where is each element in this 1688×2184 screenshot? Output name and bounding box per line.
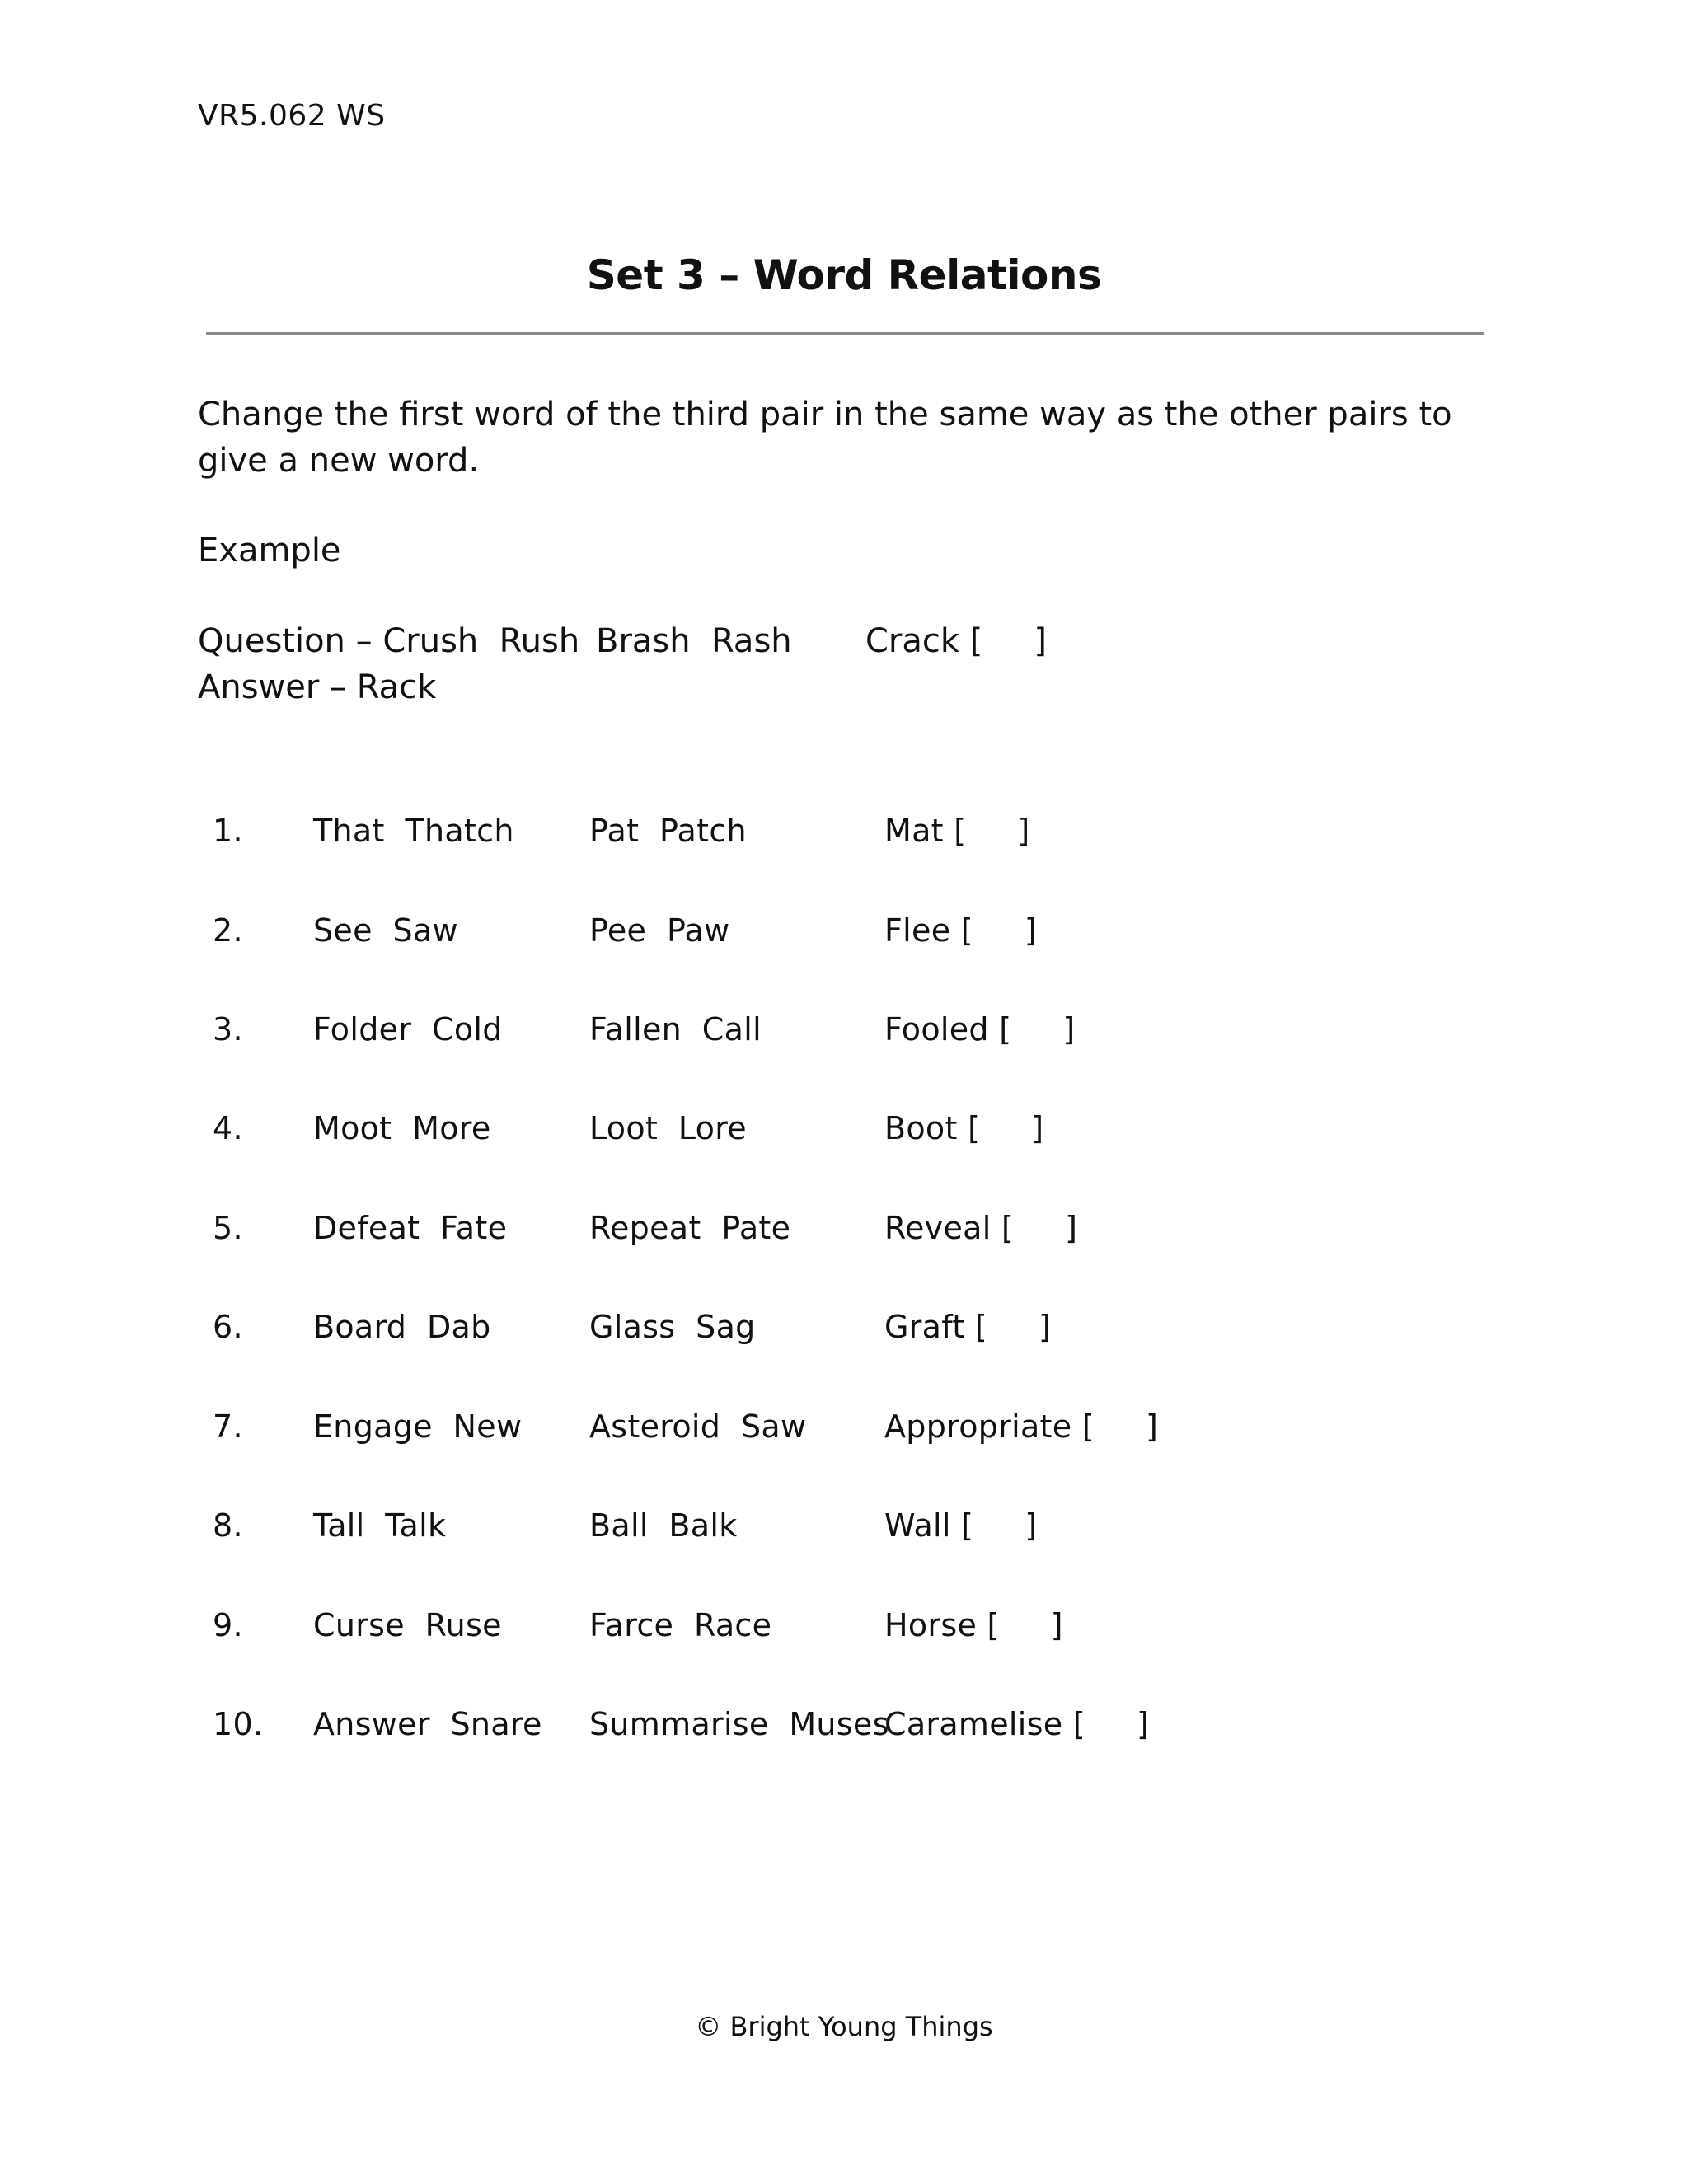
bracket-close: ] (1039, 1309, 1052, 1345)
question-pair-2: Pat Patch (589, 813, 747, 849)
question-pair-2: Farce Race (589, 1607, 772, 1643)
bracket-open: [ (968, 1110, 981, 1146)
instructions-text: Change the first word of the third pair in the same way as the other pairs to give a new word. (198, 396, 1452, 480)
question-word: Flee (884, 912, 951, 949)
question-row (0, 1104, 1688, 1153)
question-row (0, 1203, 1688, 1253)
question-pair-2: Ball Balk (589, 1507, 738, 1544)
question-answer-cell (884, 906, 1037, 955)
bracket-close: ] (1062, 1011, 1076, 1047)
bracket-close: ] (1145, 1408, 1159, 1445)
question-word: Boot (884, 1110, 958, 1146)
question-answer-cell (884, 1601, 1063, 1650)
question-number: 1. (213, 813, 243, 849)
bracket-close: ] (1017, 813, 1030, 849)
question-pair-1: Answer Snare (313, 1706, 542, 1742)
question-pair-2: Asteroid Saw (589, 1408, 807, 1445)
question-pair-2: Loot Lore (589, 1110, 747, 1146)
question-pair-1: See Saw (313, 912, 458, 949)
question-word: Graft (884, 1309, 965, 1345)
bracket-close: ] (1136, 1706, 1150, 1742)
question-row (0, 1005, 1688, 1054)
question-answer-cell (884, 1699, 1149, 1749)
example-bracket-open: [ (969, 622, 983, 660)
question-pair-2: Summarise Muses (589, 1706, 889, 1742)
bracket-open: [ (1081, 1408, 1095, 1445)
example-label: Example (198, 532, 341, 569)
question-word: Horse (884, 1607, 978, 1643)
question-word: Reveal (884, 1210, 992, 1246)
example-answer: Answer – Rack (198, 668, 437, 706)
question-row (0, 1699, 1688, 1749)
question-number: 6. (213, 1309, 243, 1345)
question-pair-1: That Thatch (313, 813, 514, 849)
question-answer-cell (884, 1104, 1043, 1153)
question-row (0, 1402, 1688, 1451)
question-number: 7. (213, 1408, 243, 1445)
question-pair-1: Defeat Fate (313, 1210, 508, 1246)
question-word: Caramelise (884, 1706, 1063, 1742)
bracket-open: [ (987, 1607, 1000, 1643)
bracket-close: ] (1025, 1507, 1038, 1544)
question-pair-2: Pee Paw (589, 912, 730, 949)
question-number: 3. (213, 1011, 243, 1047)
question-pair-1: Tall Talk (313, 1507, 447, 1544)
example-bracket-close: ] (1034, 622, 1047, 660)
question-answer-cell (884, 1203, 1077, 1253)
question-pair-1: Folder Cold (313, 1011, 503, 1047)
question-pair-1: Board Dab (313, 1309, 491, 1345)
bracket-open: [ (1072, 1706, 1085, 1742)
bracket-close: ] (1024, 912, 1038, 949)
question-number: 9. (213, 1607, 243, 1643)
example-pair-3 (865, 618, 1047, 664)
copyright-footer: © Bright Young Things (695, 2011, 993, 2042)
question-pair-2: Fallen Call (589, 1011, 762, 1047)
bracket-close: ] (1050, 1607, 1063, 1643)
question-row (0, 1302, 1688, 1352)
bracket-close: ] (1031, 1110, 1044, 1146)
question-answer-cell (884, 806, 1030, 855)
question-pair-2: Glass Sag (589, 1309, 756, 1345)
question-number: 2. (213, 912, 243, 949)
example-pair-2: Brash Rash (596, 622, 792, 660)
question-row (0, 906, 1688, 955)
question-answer-cell (884, 1402, 1158, 1451)
example-question: Question – Crush Rush (198, 622, 580, 660)
bracket-open: [ (954, 813, 967, 849)
question-number: 4. (213, 1110, 243, 1146)
question-word: Mat (884, 813, 944, 849)
question-row (0, 806, 1688, 855)
page-title: Set 3 – Word Relations (586, 251, 1102, 299)
bracket-close: ] (1065, 1210, 1078, 1246)
bracket-open: [ (1001, 1210, 1015, 1246)
question-answer-cell (884, 1005, 1076, 1054)
bracket-open: [ (974, 1309, 987, 1345)
question-answer-cell (884, 1302, 1051, 1352)
question-row (0, 1601, 1688, 1650)
question-word: Fooled (884, 1011, 989, 1047)
question-pair-2: Repeat Pate (589, 1210, 791, 1246)
question-number: 5. (213, 1210, 243, 1246)
question-number: 8. (213, 1507, 243, 1544)
question-answer-cell (884, 1501, 1037, 1550)
bracket-open: [ (999, 1011, 1012, 1047)
bracket-open: [ (961, 1507, 974, 1544)
bracket-open: [ (960, 912, 973, 949)
question-pair-1: Curse Ruse (313, 1607, 502, 1643)
example-word: Crack (865, 622, 960, 660)
question-pair-1: Moot More (313, 1110, 491, 1146)
question-number: 10. (213, 1706, 264, 1742)
question-pair-1: Engage New (313, 1408, 523, 1445)
worksheet-code: VR5.062 WS (198, 99, 386, 133)
question-word: Wall (884, 1507, 951, 1544)
question-row (0, 1501, 1688, 1550)
title-divider (206, 332, 1484, 335)
question-word: Appropriate (884, 1408, 1072, 1445)
